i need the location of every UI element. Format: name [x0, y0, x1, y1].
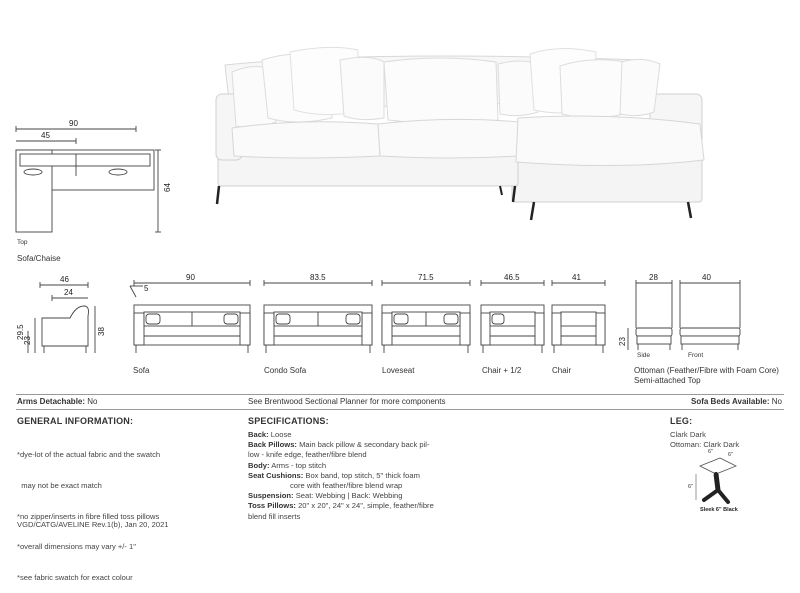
specs-title: SPECIFICATIONS:: [248, 416, 329, 426]
spec-seat-label: Seat Cushions:: [248, 470, 304, 480]
spec-seat-value: Box band, top stitch, 5" thick foam: [303, 470, 420, 480]
angle-dim: 5: [144, 284, 149, 293]
ottoman-height-dim: 23: [618, 337, 627, 346]
config-name-sofa: Sofa: [133, 366, 150, 375]
side-arm-height-dim: 23: [23, 336, 32, 345]
planner-note: See Brentwood Sectional Planner for more components: [248, 397, 446, 406]
condo-width-dim: 83.5: [310, 273, 326, 282]
loveseat-width-dim: 71.5: [418, 273, 434, 282]
ottoman-side-label: Side: [637, 352, 651, 359]
general-line: *see fabric swatch for exact colour: [17, 572, 133, 582]
top-view-name: Sofa/Chaise: [17, 254, 61, 263]
leg-title: LEG:: [670, 416, 693, 426]
beds-label: Sofa Beds Available:: [691, 397, 770, 406]
spec-pillows-value2: low - knife edge, feather/fibre blend: [248, 450, 367, 460]
config-name-condo: Condo Sofa: [264, 366, 307, 375]
ottoman-front-dim: 40: [702, 273, 711, 282]
spec-back-label: Back:: [248, 430, 269, 439]
top-width-dim: 90: [69, 119, 78, 128]
config-name-loveseat: Loveseat: [382, 366, 415, 375]
spec-susp-label: Suspension:: [248, 491, 294, 501]
spec-pillows-value: Main back pillow & secondary back pil-: [296, 440, 430, 450]
leg-dim-top: 6": [708, 449, 714, 455]
ottoman-name: Ottoman (Feather/Fibre with Foam Core): [634, 366, 779, 375]
spec-body-value: Arms - top stitch: [269, 460, 327, 470]
spec-toss-value2: blend fill inserts: [248, 511, 301, 521]
ottoman-name-line2: Semi-attached Top: [634, 376, 701, 385]
side-depth-dim: 46: [60, 275, 69, 284]
ottoman-front-label: Front: [688, 352, 704, 359]
spec-seat-value2: core with feather/fibre blend wrap: [290, 481, 403, 491]
beds-value: No: [769, 397, 782, 406]
top-depth-dim: 64: [163, 183, 172, 192]
general-line: *overall dimensions may vary +/- 1": [17, 542, 136, 552]
leg-caption: Sleek 6" Black: [700, 507, 738, 513]
ottoman-side-dim: 28: [649, 273, 658, 282]
leg-dim-side: 6": [728, 452, 734, 458]
arms-value: No: [85, 397, 98, 406]
general-line: *no zipper/inserts in fibre filled toss pillows: [17, 511, 160, 521]
config-name-chair-half: Chair + 1/2: [482, 366, 522, 375]
spec-pillows-label: Back Pillows:: [248, 440, 297, 450]
side-height-dim: 38: [97, 327, 106, 336]
leg-dim-left: 6": [688, 484, 694, 490]
spec-toss-label: Toss Pillows:: [248, 501, 296, 511]
side-seat-height-dim: 29.5: [16, 324, 25, 340]
spec-susp-value: Seat: Webbing | Back: Webbing: [293, 491, 403, 501]
general-title: GENERAL INFORMATION:: [17, 416, 134, 426]
spec-body-label: Body:: [248, 460, 270, 470]
spec-toss-value: 20" x 20", 24" x 24", simple, feather/fibre: [295, 501, 434, 511]
spec-back-value: Loose: [268, 430, 292, 439]
arms-label: Arms Detachable:: [17, 397, 86, 406]
leg-line2: Ottoman: Clark Dark: [670, 440, 740, 450]
side-arm-depth-dim: 24: [64, 288, 73, 297]
config-name-chair: Chair: [552, 366, 572, 375]
sofa-width-dim: 90: [186, 273, 195, 282]
doc-reference: VGD/CATG/AVELINE Rev.1(b), Jan 20, 2021: [17, 520, 169, 529]
chair-width-dim: 41: [572, 273, 581, 282]
chair-half-width-dim: 46.5: [504, 273, 520, 282]
top-half-width-dim: 45: [41, 131, 50, 140]
leg-line1: Clark Dark: [670, 430, 706, 439]
top-view-label: Top: [17, 239, 28, 246]
general-line: may not be exact match: [17, 481, 102, 491]
general-line: *dye-lot of the actual fabric and the swatch: [17, 450, 161, 460]
